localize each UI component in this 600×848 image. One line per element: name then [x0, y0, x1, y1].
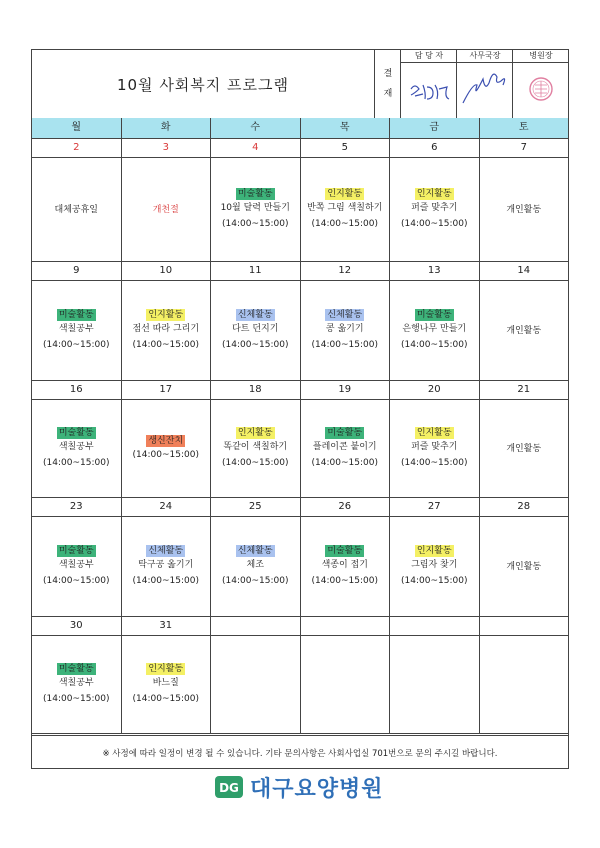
- day-number: 14: [480, 262, 569, 281]
- week-row: [32, 498, 568, 617]
- day-number: 23: [32, 498, 121, 517]
- week-row: [32, 139, 568, 262]
- activity-line: (14:00~15:00): [222, 575, 289, 586]
- activity-line: 개인활동: [506, 561, 542, 572]
- day-cell: [479, 498, 569, 616]
- day-content: [480, 517, 569, 616]
- day-number: 4: [211, 139, 300, 158]
- day-cell: [300, 617, 390, 733]
- day-number: 28: [480, 498, 569, 517]
- activity-line: (14:00~15:00): [132, 449, 199, 460]
- day-content: [211, 517, 300, 616]
- activity-line: (14:00~15:00): [222, 457, 289, 468]
- day-cell: [121, 262, 211, 380]
- activity-tag: 신체활동: [237, 309, 273, 320]
- week-row: [32, 262, 568, 381]
- activity-tag: 미술활동: [327, 545, 363, 556]
- day-content: [301, 281, 390, 380]
- seal-director: [513, 63, 569, 118]
- day-content: [122, 400, 211, 497]
- weekday-0: 월: [71, 122, 82, 133]
- activity-line: 색종이 접기: [321, 559, 368, 570]
- day-number: [390, 617, 479, 636]
- day-number: 11: [211, 262, 300, 281]
- activity-tag: 미술활동: [237, 188, 273, 199]
- day-number: 16: [32, 381, 121, 400]
- activity-tag: 인지활동: [237, 427, 273, 438]
- activity-line: (14:00~15:00): [311, 218, 378, 229]
- day-content: [32, 517, 121, 616]
- weekday-4: 금: [389, 118, 479, 138]
- activity-line: 체조: [246, 559, 264, 570]
- activity-line: (14:00~15:00): [401, 575, 468, 586]
- program-sheet: [31, 49, 569, 769]
- activity-tag: 신체활동: [327, 309, 363, 320]
- activity-tag: 신체활동: [237, 545, 273, 556]
- activity-line: 점선 따라 그리기: [132, 323, 200, 334]
- activity-line: 다트 던지기: [232, 323, 279, 334]
- approval-box-director: 병원장: [512, 50, 569, 118]
- activity-line: (14:00~15:00): [311, 575, 378, 586]
- day-number: [301, 617, 390, 636]
- day-content: [301, 158, 390, 261]
- day-number: 31: [122, 617, 211, 636]
- approval-box-staff: 담 당 자: [400, 50, 457, 118]
- day-cell: [32, 381, 121, 497]
- weekday-3: 목: [300, 118, 390, 138]
- activity-tag: 인지활동: [148, 663, 184, 674]
- day-number: 17: [122, 381, 211, 400]
- day-content: [301, 517, 390, 616]
- day-number: 7: [480, 139, 569, 158]
- activity-line: (14:00~15:00): [132, 693, 199, 704]
- day-content: [390, 281, 479, 380]
- activity-line: (14:00~15:00): [401, 218, 468, 229]
- day-cell: [300, 381, 390, 497]
- activity-line: 개천절: [152, 204, 179, 215]
- approval-box-manager: 사무국장: [456, 50, 513, 118]
- hospital-logo: [214, 770, 394, 804]
- activity-line: (14:00~15:00): [132, 339, 199, 350]
- day-number: 30: [32, 617, 121, 636]
- day-number: 6: [390, 139, 479, 158]
- day-number: 3: [122, 139, 211, 158]
- day-content: [480, 400, 569, 497]
- activity-line: 개인활동: [506, 325, 542, 336]
- day-content: [211, 636, 300, 733]
- activity-line: 바느질: [152, 677, 179, 688]
- hospital-name: 대구요양병원: [250, 776, 384, 802]
- day-content: [301, 636, 390, 733]
- day-content: [32, 158, 121, 261]
- day-content: [122, 517, 211, 616]
- activity-line: (14:00~15:00): [401, 339, 468, 350]
- day-content: [211, 281, 300, 380]
- activity-line: (14:00~15:00): [222, 218, 289, 229]
- day-cell: [210, 498, 300, 616]
- day-cell: [389, 617, 479, 733]
- day-number: 19: [301, 381, 390, 400]
- week-row: [32, 617, 568, 734]
- signature-manager: [457, 63, 513, 118]
- day-cell: [479, 381, 569, 497]
- calendar-grid: [32, 118, 568, 734]
- activity-line: (14:00~15:00): [43, 575, 110, 586]
- day-number: 12: [301, 262, 390, 281]
- day-number: 5: [301, 139, 390, 158]
- activity-tag: 미술활동: [58, 663, 94, 674]
- week-row: [32, 381, 568, 498]
- weekday-header: [32, 118, 568, 139]
- activity-tag: 미술활동: [58, 545, 94, 556]
- activity-line: 개인활동: [506, 443, 542, 454]
- activity-tag: 신체활동: [148, 545, 184, 556]
- day-cell: [210, 381, 300, 497]
- day-cell: [479, 262, 569, 380]
- activity-tag: 인지활동: [148, 309, 184, 320]
- activity-line: 색칠공부: [58, 441, 94, 452]
- activity-line: 색칠공부: [58, 323, 94, 334]
- day-content: [211, 158, 300, 261]
- page-title: 10월 사회복지 프로그램: [116, 75, 290, 94]
- day-content: [480, 281, 569, 380]
- day-number: 20: [390, 381, 479, 400]
- activity-line: 탁구공 옮기기: [138, 559, 194, 570]
- activity-line: 퍼즐 맞추기: [411, 202, 458, 213]
- activity-line: (14:00~15:00): [43, 693, 110, 704]
- day-content: [301, 400, 390, 497]
- activity-line: 10월 달력 만들기: [220, 202, 290, 213]
- activity-tag: 인지활동: [327, 188, 363, 199]
- day-content: [32, 400, 121, 497]
- activity-line: (14:00~15:00): [311, 339, 378, 350]
- day-number: 18: [211, 381, 300, 400]
- activity-line: 대체공휴일: [54, 204, 98, 215]
- day-cell: [32, 262, 121, 380]
- day-number: 2: [32, 139, 121, 158]
- footer-note: ※ 사정에 따라 일정이 변경 될 수 있습니다. 기타 문의사항은 사회사업실 701번으로 문의 주시길 바랍니다.: [32, 735, 568, 769]
- day-cell: [210, 262, 300, 380]
- day-cell: [210, 617, 300, 733]
- weekday-5: 토: [479, 118, 569, 138]
- activity-tag: 미술활동: [58, 427, 94, 438]
- day-number: 25: [211, 498, 300, 517]
- weekday-2: 수: [210, 118, 300, 138]
- activity-line: (14:00~15:00): [43, 457, 110, 468]
- day-content: [390, 400, 479, 497]
- day-number: 21: [480, 381, 569, 400]
- activity-tag: 인지활동: [416, 427, 452, 438]
- day-cell: [32, 617, 121, 733]
- day-content: [480, 158, 569, 261]
- activity-tag: 미술활동: [327, 427, 363, 438]
- day-cell: [389, 262, 479, 380]
- day-cell: [300, 139, 390, 261]
- activity-line: (14:00~15:00): [401, 457, 468, 468]
- weekday-1: 화: [121, 118, 211, 138]
- day-content: [32, 636, 121, 733]
- sheet-header: [32, 50, 568, 119]
- day-content: [480, 636, 569, 733]
- activity-tag: 인지활동: [416, 188, 452, 199]
- day-number: 9: [32, 262, 121, 281]
- activity-line: 색칠공부: [58, 559, 94, 570]
- activity-line: (14:00~15:00): [43, 339, 110, 350]
- approval-label: 결 재: [374, 50, 401, 118]
- day-number: 24: [122, 498, 211, 517]
- logo-mark-icon: [214, 772, 244, 802]
- day-number: 26: [301, 498, 390, 517]
- day-number: 10: [122, 262, 211, 281]
- activity-line: 플레이콘 붙이기: [312, 441, 377, 452]
- day-cell: [389, 139, 479, 261]
- day-content: [390, 158, 479, 261]
- day-cell: [121, 139, 211, 261]
- day-cell: [300, 498, 390, 616]
- activity-tag: 미술활동: [58, 309, 94, 320]
- svg-text:DG: DG: [219, 781, 239, 795]
- day-cell: [32, 498, 121, 616]
- activity-line: 반쪽 그림 색칠하기: [307, 202, 383, 213]
- day-content: [122, 281, 211, 380]
- day-content: [390, 636, 479, 733]
- day-cell: [121, 498, 211, 616]
- activity-line: 콩 옮기기: [325, 323, 364, 334]
- day-content: [122, 158, 211, 261]
- activity-line: (14:00~15:00): [311, 457, 378, 468]
- activity-line: 색칠공부: [58, 677, 94, 688]
- activity-tag: 인지활동: [416, 545, 452, 556]
- activity-line: 그림자 찾기: [411, 559, 458, 570]
- day-cell: [121, 617, 211, 733]
- day-cell: [210, 139, 300, 261]
- day-cell: [389, 498, 479, 616]
- day-content: [390, 517, 479, 616]
- day-number: [480, 617, 569, 636]
- day-content: [32, 281, 121, 380]
- day-cell: [389, 381, 479, 497]
- day-number: 13: [390, 262, 479, 281]
- activity-line: 퍼즐 맞추기: [411, 441, 458, 452]
- activity-line: 개인활동: [506, 204, 542, 215]
- day-number: 27: [390, 498, 479, 517]
- activity-line: (14:00~15:00): [132, 575, 199, 586]
- activity-line: 은행나무 만들기: [402, 323, 467, 334]
- calendar-weeks: [32, 139, 568, 734]
- day-cell: [300, 262, 390, 380]
- day-content: [122, 636, 211, 733]
- day-content: [211, 400, 300, 497]
- day-cell: [32, 139, 121, 261]
- day-cell: [121, 381, 211, 497]
- activity-line: (14:00~15:00): [222, 339, 289, 350]
- day-cell: [479, 139, 569, 261]
- day-cell: [479, 617, 569, 733]
- activity-tag: 미술활동: [416, 309, 452, 320]
- activity-line: 똑같이 색칠하기: [223, 441, 288, 452]
- signature-staff: [401, 63, 457, 118]
- day-number: [211, 617, 300, 636]
- activity-tag: 생신잔치: [148, 435, 184, 446]
